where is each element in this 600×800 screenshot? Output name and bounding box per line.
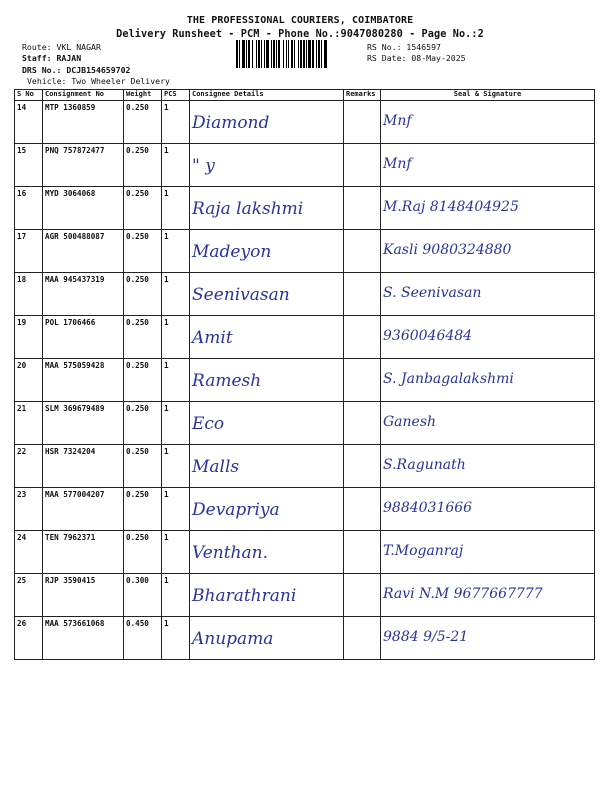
handwritten-name: Anupama — [192, 629, 274, 649]
table-row — [15, 617, 595, 660]
cell-remarks — [344, 617, 381, 660]
handwritten-signature: Mnf — [383, 156, 412, 172]
table-row — [15, 488, 595, 531]
header-signature: Seal & Signature — [381, 90, 595, 101]
staff-label: Staff: RAJAN — [22, 53, 82, 63]
cell-consignment-no: MAA 575059428 — [43, 359, 124, 402]
table-row — [15, 101, 595, 144]
cell-consignee — [190, 273, 344, 316]
cell-signature — [381, 574, 595, 617]
cell-weight: 0.250 — [124, 273, 162, 316]
cell-signature — [381, 402, 595, 445]
cell-signature — [381, 359, 595, 402]
cell-signature — [381, 617, 595, 660]
table-row — [15, 359, 595, 402]
cell-sno: 15 — [15, 144, 43, 187]
cell-remarks — [344, 316, 381, 359]
cell-consignment-no: PNQ 757872477 — [43, 144, 124, 187]
handwritten-signature: Ravi N.M 9677667777 — [383, 586, 543, 602]
cell-weight: 0.250 — [124, 488, 162, 531]
cell-remarks — [344, 531, 381, 574]
cell-sno: 24 — [15, 531, 43, 574]
rs-number: RS No.: 1546597 — [367, 42, 441, 52]
cell-consignment-no: RJP 3590415 — [43, 574, 124, 617]
cell-consignee — [190, 101, 344, 144]
cell-remarks — [344, 230, 381, 273]
table-row — [15, 445, 595, 488]
cell-pcs: 1 — [162, 488, 190, 531]
cell-pcs: 1 — [162, 445, 190, 488]
cell-consignment-no: SLM 369679489 — [43, 402, 124, 445]
cell-weight: 0.300 — [124, 574, 162, 617]
cell-weight: 0.250 — [124, 316, 162, 359]
handwritten-name: " y — [192, 156, 215, 176]
barcode-image — [236, 40, 361, 68]
handwritten-signature: Mnf — [383, 113, 412, 129]
handwritten-name: Devapriya — [192, 500, 280, 520]
table-row — [15, 531, 595, 574]
cell-signature — [381, 445, 595, 488]
cell-pcs: 1 — [162, 574, 190, 617]
handwritten-signature: S. Seenivasan — [383, 285, 482, 301]
cell-sno: 20 — [15, 359, 43, 402]
cell-pcs: 1 — [162, 144, 190, 187]
cell-signature — [381, 531, 595, 574]
header-weight: Weight — [124, 90, 162, 101]
handwritten-name: Eco — [192, 414, 225, 434]
handwritten-name: Seenivasan — [192, 285, 290, 305]
runsheet-title: Delivery Runsheet - PCM - Phone No.:9047080280 - Page No.:2 — [116, 29, 484, 40]
drs-label: DRS No.: DCJB154659702 — [22, 65, 131, 75]
cell-sno: 17 — [15, 230, 43, 273]
table-header-row — [15, 90, 595, 101]
cell-consignee — [190, 445, 344, 488]
cell-weight: 0.250 — [124, 359, 162, 402]
cell-sno: 21 — [15, 402, 43, 445]
cell-consignee — [190, 316, 344, 359]
cell-remarks — [344, 359, 381, 402]
table-row — [15, 187, 595, 230]
cell-weight: 0.250 — [124, 230, 162, 273]
cell-consignee — [190, 574, 344, 617]
handwritten-name: Diamond — [192, 113, 270, 133]
cell-pcs: 1 — [162, 359, 190, 402]
cell-sno: 23 — [15, 488, 43, 531]
cell-consignment-no: MAA 577004207 — [43, 488, 124, 531]
handwritten-signature: Ganesh — [383, 414, 437, 430]
cell-remarks — [344, 402, 381, 445]
handwritten-signature: M.Raj 8148404925 — [383, 199, 519, 215]
handwritten-signature: 9884 9/5-21 — [383, 629, 469, 645]
handwritten-name: Bharathrani — [192, 586, 297, 606]
cell-signature — [381, 316, 595, 359]
handwritten-signature: 9884031666 — [383, 500, 473, 516]
cell-sno: 14 — [15, 101, 43, 144]
cell-consignment-no: HSR 7324204 — [43, 445, 124, 488]
cell-signature — [381, 230, 595, 273]
cell-remarks — [344, 488, 381, 531]
cell-consignment-no: POL 1706466 — [43, 316, 124, 359]
table-row — [15, 273, 595, 316]
handwritten-name: Raja lakshmi — [192, 199, 304, 219]
handwritten-name: Madeyon — [192, 242, 272, 262]
table-row — [15, 230, 595, 273]
cell-remarks — [344, 273, 381, 316]
header-consignment: Consignment No — [43, 90, 124, 101]
cell-pcs: 1 — [162, 230, 190, 273]
cell-pcs: 1 — [162, 402, 190, 445]
cell-consignment-no: AGR 500488087 — [43, 230, 124, 273]
cell-consignee — [190, 230, 344, 273]
cell-consignment-no: MTP 1360859 — [43, 101, 124, 144]
table-row — [15, 144, 595, 187]
cell-consignee — [190, 144, 344, 187]
handwritten-name: Ramesh — [192, 371, 262, 391]
cell-pcs: 1 — [162, 101, 190, 144]
cell-sno: 18 — [15, 273, 43, 316]
cell-sno: 26 — [15, 617, 43, 660]
cell-signature — [381, 144, 595, 187]
rs-date: RS Date: 08-May-2025 — [367, 53, 466, 63]
cell-remarks — [344, 101, 381, 144]
cell-sno: 25 — [15, 574, 43, 617]
table-row — [15, 316, 595, 359]
handwritten-name: Venthan. — [192, 543, 268, 563]
cell-consignment-no: MAA 573661068 — [43, 617, 124, 660]
cell-weight: 0.450 — [124, 617, 162, 660]
cell-weight: 0.250 — [124, 531, 162, 574]
cell-pcs: 1 — [162, 273, 190, 316]
cell-remarks — [344, 187, 381, 230]
handwritten-signature: 9360046484 — [383, 328, 473, 344]
header-sno: S No — [15, 90, 43, 101]
cell-weight: 0.250 — [124, 402, 162, 445]
cell-pcs: 1 — [162, 617, 190, 660]
cell-consignee — [190, 359, 344, 402]
cell-signature — [381, 273, 595, 316]
cell-signature — [381, 187, 595, 230]
runsheet-table — [14, 89, 595, 660]
cell-weight: 0.250 — [124, 445, 162, 488]
header-consignee: Consignee Details — [190, 90, 344, 101]
handwritten-signature: S. Janbagalakshmi — [383, 371, 514, 387]
cell-pcs: 1 — [162, 531, 190, 574]
route-label: Route: VKL NAGAR — [22, 42, 101, 52]
handwritten-name: Malls — [192, 457, 240, 477]
cell-consignee — [190, 187, 344, 230]
cell-consignee — [190, 488, 344, 531]
handwritten-name: Amit — [192, 328, 233, 348]
cell-consignee — [190, 617, 344, 660]
cell-remarks — [344, 445, 381, 488]
company-title: THE PROFESSIONAL COURIERS, COIMBATORE — [186, 15, 414, 26]
table-row — [15, 402, 595, 445]
cell-pcs: 1 — [162, 187, 190, 230]
cell-signature — [381, 101, 595, 144]
cell-sno: 16 — [15, 187, 43, 230]
cell-consignment-no: TEN 7962371 — [43, 531, 124, 574]
cell-sno: 22 — [15, 445, 43, 488]
header-remarks: Remarks — [344, 90, 381, 101]
cell-pcs: 1 — [162, 316, 190, 359]
handwritten-signature: S.Ragunath — [383, 457, 466, 473]
table-row — [15, 574, 595, 617]
vehicle-label: Vehicle: Two Wheeler Delivery — [27, 76, 170, 86]
cell-remarks — [344, 574, 381, 617]
handwritten-signature: T.Moganraj — [383, 543, 464, 559]
header-pcs: PCS — [162, 90, 190, 101]
cell-consignee — [190, 402, 344, 445]
cell-sno: 19 — [15, 316, 43, 359]
cell-remarks — [344, 144, 381, 187]
cell-weight: 0.250 — [124, 101, 162, 144]
cell-consignment-no: MAA 945437319 — [43, 273, 124, 316]
cell-consignment-no: MYD 3064068 — [43, 187, 124, 230]
cell-weight: 0.250 — [124, 187, 162, 230]
handwritten-signature: Kasli 9080324880 — [383, 242, 512, 258]
cell-weight: 0.250 — [124, 144, 162, 187]
cell-signature — [381, 488, 595, 531]
cell-consignee — [190, 531, 344, 574]
